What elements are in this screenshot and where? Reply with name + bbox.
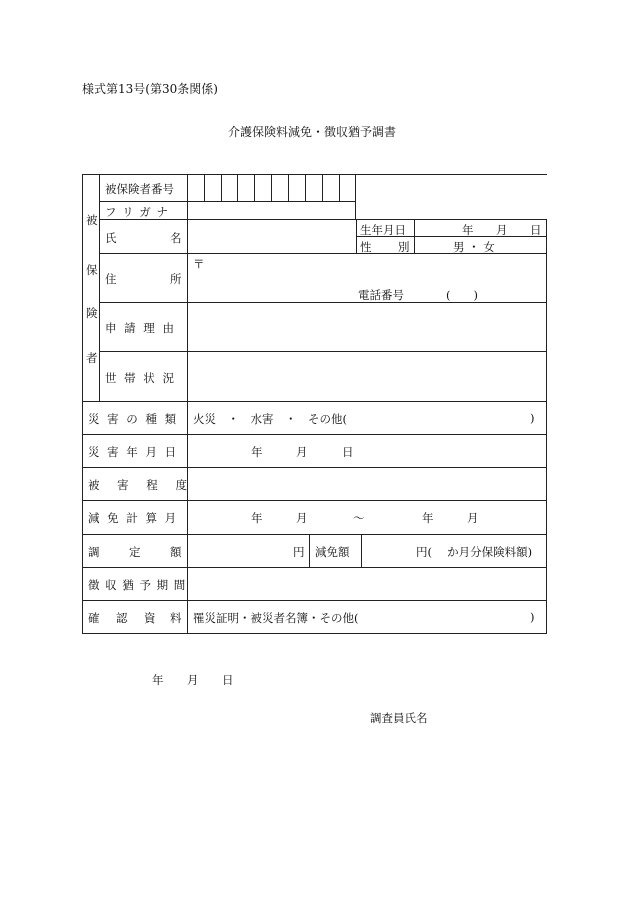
household-field[interactable] xyxy=(188,352,546,401)
assess-yen: 円 xyxy=(293,545,305,559)
birth-unit-year: 年 xyxy=(462,223,474,237)
disaster-date-day: 日 xyxy=(342,445,354,459)
period-start-year: 年 xyxy=(251,511,263,525)
form-title: 介護保険料減免・徴収猶予調書 xyxy=(228,125,397,139)
period-start-month: 月 xyxy=(296,511,308,525)
address-label-2: 所 xyxy=(170,272,182,286)
disaster-date-year: 年 xyxy=(251,445,263,459)
period-end-year: 年 xyxy=(422,511,434,525)
name-label-1: 氏 xyxy=(105,231,117,245)
reason-field[interactable] xyxy=(188,303,546,351)
insured-section-label-3: 険 xyxy=(86,306,98,320)
sex-label-2: 別 xyxy=(398,240,410,254)
phone-label: 電話番号 xyxy=(358,288,404,302)
reason-label: 申 請 理 由 xyxy=(105,321,176,335)
footer-date-year: 年 xyxy=(152,673,164,687)
address-label-1: 住 xyxy=(105,272,117,286)
confirm-close: ) xyxy=(530,610,535,624)
insured-section-label-4: 者 xyxy=(86,351,98,365)
household-label: 世 帯 状 況 xyxy=(105,371,176,385)
footer-date-day: 日 xyxy=(222,673,234,687)
sex-options[interactable]: 男 ・ 女 xyxy=(453,240,495,254)
furigana-field[interactable] xyxy=(188,202,355,219)
insured-section-label-1: 被 xyxy=(86,213,98,227)
damage-field[interactable] xyxy=(188,468,546,500)
disaster-date-label: 災 害 年 月 日 xyxy=(88,445,179,459)
postal-mark: 〒 xyxy=(193,257,205,271)
confirm-label-2: 認 xyxy=(116,611,128,625)
form-number: 様式第13号(第30条関係) xyxy=(82,82,218,96)
disaster-type-close: ) xyxy=(530,411,535,425)
confirm-label-3: 資 xyxy=(144,611,156,625)
period-end-month: 月 xyxy=(467,511,479,525)
disaster-date-month: 月 xyxy=(296,445,308,459)
birth-unit-month: 月 xyxy=(496,223,508,237)
phone-parens: ( ) xyxy=(446,288,478,302)
reduction-text: 円( か月分保険料額) xyxy=(416,545,533,559)
sex-label-1: 性 xyxy=(360,240,372,254)
confirm-options[interactable]: 罹災証明・被災者名簿・その他( xyxy=(193,611,359,625)
insured-number-field[interactable] xyxy=(188,175,355,201)
assess-label-3: 額 xyxy=(170,545,182,559)
footer-date-month: 月 xyxy=(187,673,199,687)
investigator-label: 調査員氏名 xyxy=(370,711,428,725)
birth-unit-day: 日 xyxy=(530,223,542,237)
defer-label: 徴 収 猶 予 期 間 xyxy=(88,578,187,592)
furigana-label: フ リ ガ ナ xyxy=(105,205,169,219)
reduction-label: 減免額 xyxy=(315,545,350,559)
insured-section-label-2: 保 xyxy=(86,263,98,277)
period-label: 減 免 計 算 月 xyxy=(88,511,179,525)
disaster-type-options[interactable]: 火災 ・ 水害 ・ その他( xyxy=(193,412,347,426)
assess-label-2: 定 xyxy=(129,545,141,559)
confirm-label-1: 確 xyxy=(88,611,100,625)
confirm-label-4: 料 xyxy=(170,611,182,625)
name-field[interactable] xyxy=(188,220,355,253)
assess-label-1: 調 xyxy=(88,545,100,559)
birth-label: 生年月日 xyxy=(360,223,406,237)
defer-field[interactable] xyxy=(188,568,546,600)
period-tilde: 〜 xyxy=(353,511,365,525)
insured-number-label: 被保険者番号 xyxy=(105,182,174,196)
name-label-2: 名 xyxy=(170,231,182,245)
damage-label: 被 害 程 度 xyxy=(88,478,194,492)
disaster-type-label: 災 害 の 種 類 xyxy=(88,412,179,426)
